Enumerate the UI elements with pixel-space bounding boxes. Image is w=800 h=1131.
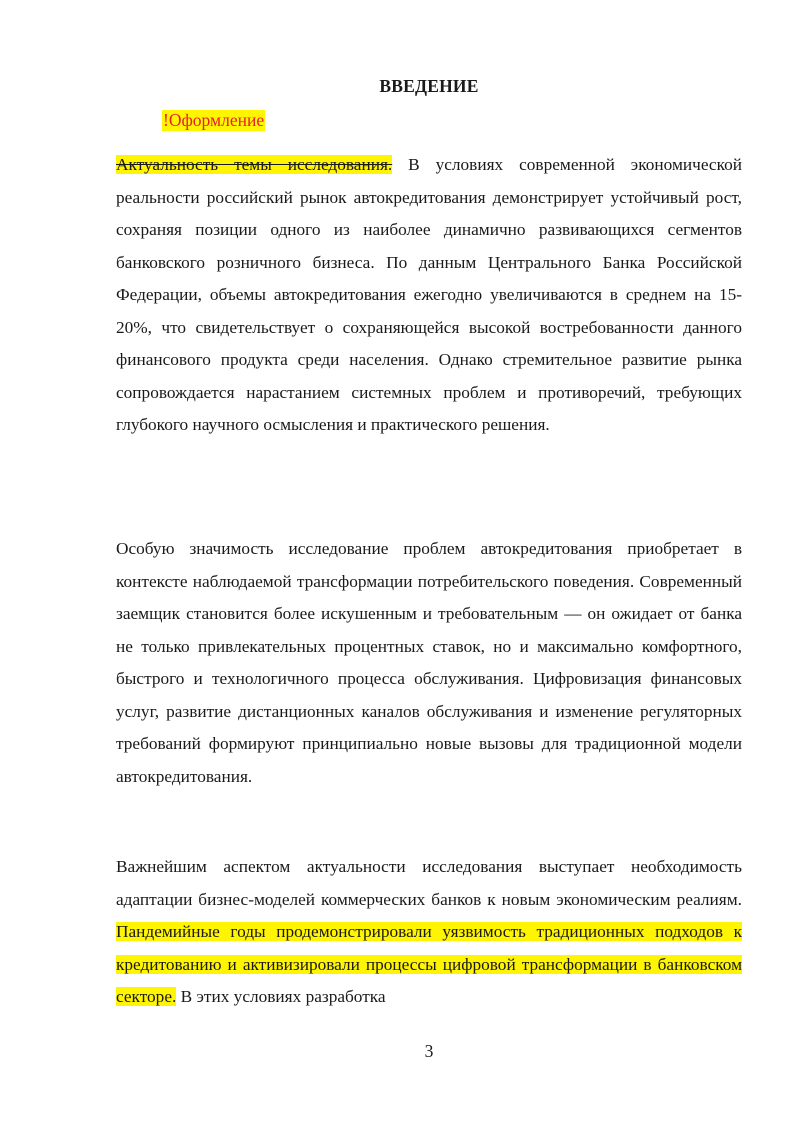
paragraph-consumer-behavior bbox=[116, 533, 742, 793]
paragraph-text: Важнейшим аспектом актуальности исследования выступает необходимость адаптации бизнес-моделей коммерческих банков к новым экономическим реалиям. bbox=[116, 857, 742, 909]
paragraph-business-models bbox=[116, 851, 742, 1014]
paragraph-text: В этих условиях разработка bbox=[176, 987, 386, 1006]
formatting-note: !Оформление bbox=[163, 110, 265, 130]
section-heading: ВВЕДЕНИЕ bbox=[379, 76, 479, 96]
paragraph-relevance bbox=[116, 149, 742, 442]
highlighted-text: Пандемийные годы продемонстрировали уязвимость традиционных подходов к кредитованию и активизировали процессы цифровой трансформации в банковском секторе. bbox=[116, 922, 742, 1006]
paragraph-text: В условиях современной экономической реальности российский рынок автокредитования демонстрирует устойчивый рост, сохраняя позиции одного из наиболее динамично развивающихся сегментов банковского розничного бизнеса. По данным Центрального Банка Российской Федерации, объемы автокредитования ежегодно увеличиваются в среднем на 15-20%, что свидетельствует о сохраняющейся высокой востребованности данного финансового продукта среди населения. Однако стремительное развитие рынка сопровождается нарастанием системных проблем и противоречий, требующих глубокого научного осмысления и практического решения. bbox=[116, 155, 742, 434]
page-number: 3 bbox=[424, 1041, 434, 1061]
paragraph-text: Особую значимость исследование проблем автокредитования приобретает в контексте наблюдаемой трансформации потребительского поведения. Современный заемщик становится более искушенным и требовательным — он ожидает от банка не только привлекательных процентных ставок, но и максимально комфортного, быстрого и технологичного процесса обслуживания. Цифровизация финансовых услуг, развитие дистанционных каналов обслуживания и изменение регуляторных требований формируют принципиально новые вызовы для традиционной модели автокредитования. bbox=[116, 539, 742, 786]
struck-highlighted-text: Актуальность темы исследования. bbox=[116, 155, 393, 174]
